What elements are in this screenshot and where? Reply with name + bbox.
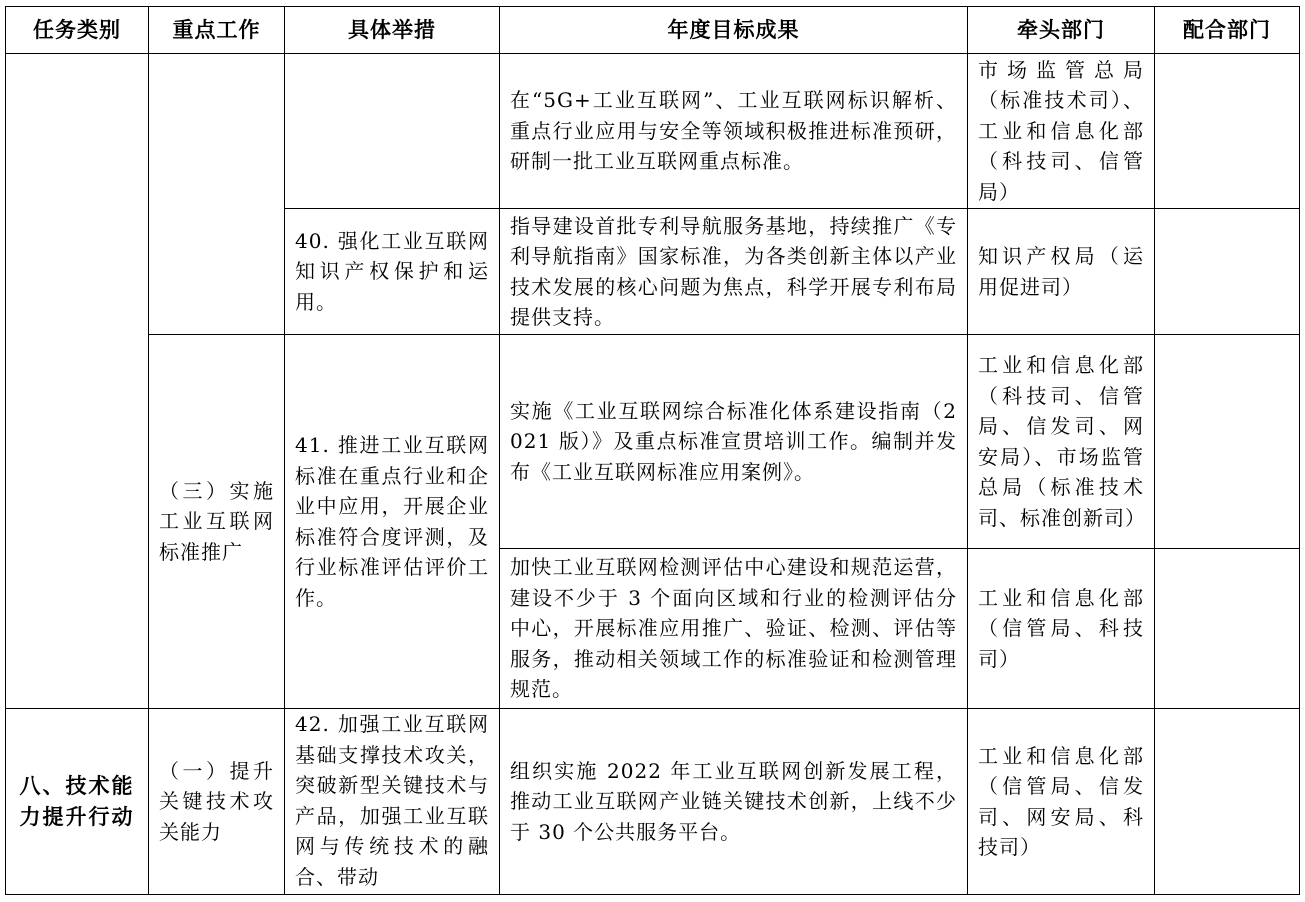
measure-cell-empty: [285, 54, 500, 209]
task-table: [5, 6, 1300, 895]
target-cell: 实施《工业互联网综合标准化体系建设指南（2021 版）》及重点标准宣贯培训工作。编制并发布《工业互联网标准应用案例》。: [500, 335, 968, 549]
table-row: [6, 709, 1300, 895]
table-row: [6, 335, 1300, 549]
coop-dept-cell: [1155, 335, 1300, 549]
target-cell: 指导建设首批专利导航服务基地，持续推广《专利导航指南》国家标准，为各类创新主体以产业技术发展的核心问题为焦点，科学开展专利布局提供支持。: [500, 209, 968, 335]
coop-dept-cell: [1155, 709, 1300, 895]
measure-cell: 41. 推进工业互联网标准在重点行业和企业中应用，开展企业标准符合度评测，及行业标准评估评价工作。: [285, 335, 500, 709]
lead-dept-cell: 工业和信息化部（科技司、信管局、信发司、网安局）、市场监管总局（标准技术司、标准创新司）: [968, 335, 1155, 549]
header-row: [6, 7, 1300, 54]
target-cell: 加快工业互联网检测评估中心建设和规范运营，建设不少于 3 个面向区域和行业的检测评估分中心，开展标准应用推广、验证、检测、评估等服务，推动相关领域工作的标准验证和检测管理规范。: [500, 549, 968, 709]
category-cell: 八、技术能力提升行动: [6, 709, 149, 895]
measure-cell: 40. 强化工业互联网知识产权保护和运用。: [285, 209, 500, 335]
coop-dept-cell: [1155, 549, 1300, 709]
key-work-cell-empty: [149, 54, 285, 335]
header-measures: 具体举措: [285, 7, 500, 54]
lead-dept-cell: 工业和信息化部（信管局、信发司、网安局、科技司）: [968, 709, 1155, 895]
header-lead-dept: 牵头部门: [968, 7, 1155, 54]
header-category: 任务类别: [6, 7, 149, 54]
coop-dept-cell: [1155, 209, 1300, 335]
lead-dept-cell: 市场监管总局（标准技术司）、工业和信息化部（科技司、信管局）: [968, 54, 1155, 209]
key-work-cell: （三）实施工业互联网标准推广: [149, 335, 285, 709]
table-row: [6, 54, 1300, 209]
header-key-work: 重点工作: [149, 7, 285, 54]
header-coop-dept: 配合部门: [1155, 7, 1300, 54]
category-cell-empty: [6, 54, 149, 709]
coop-dept-cell: [1155, 54, 1300, 209]
target-cell: 组织实施 2022 年工业互联网创新发展工程，推动工业互联网产业链关键技术创新，上线不少于 30 个公共服务平台。: [500, 709, 968, 895]
key-work-cell: （一）提升关键技术攻关能力: [149, 709, 285, 895]
target-cell: 在“5G+工业互联网”、工业互联网标识解析、重点行业应用与安全等领域积极推进标准预研，研制一批工业互联网重点标准。: [500, 54, 968, 209]
lead-dept-cell: 知识产权局（运用促进司）: [968, 209, 1155, 335]
header-targets: 年度目标成果: [500, 7, 968, 54]
measure-cell: 42. 加强工业互联网基础支撑技术攻关，突破新型关键技术与产品，加强工业互联网与传统技术的融合、带动: [285, 709, 500, 895]
lead-dept-cell: 工业和信息化部（信管局、科技司）: [968, 549, 1155, 709]
